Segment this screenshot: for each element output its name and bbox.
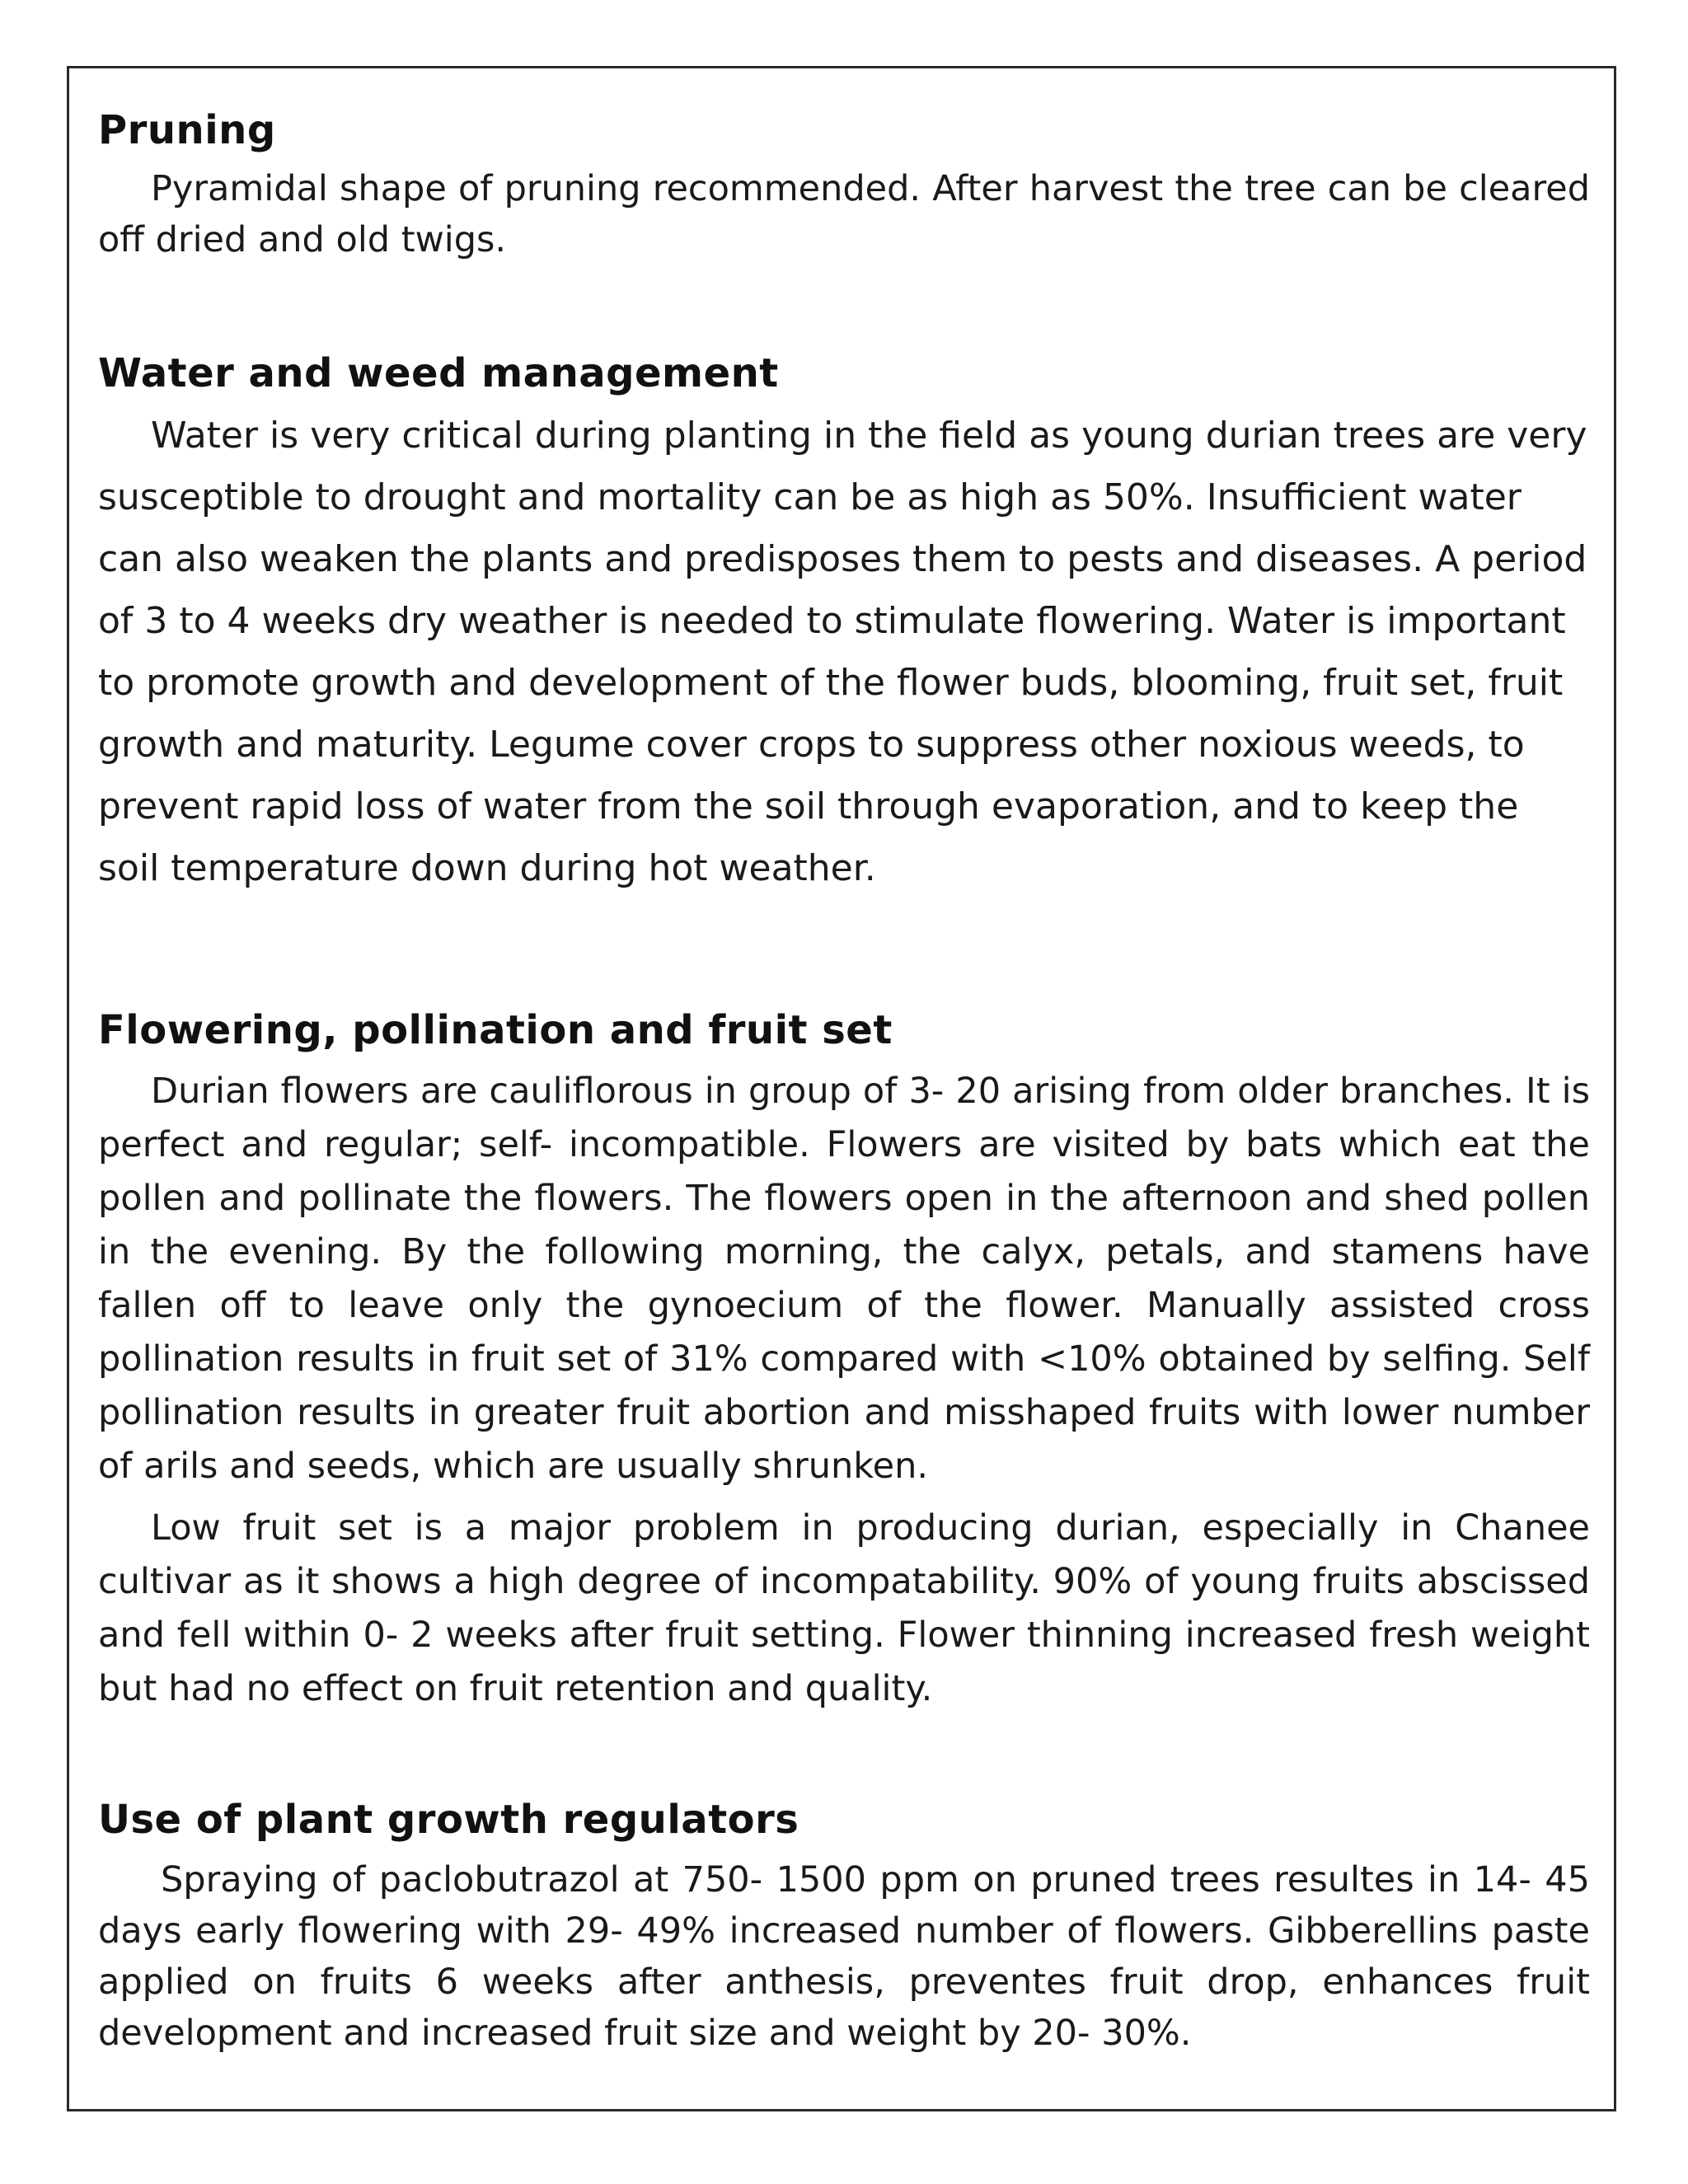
section-paragraph: Water is very critical during planting in the field as young durian trees are very susceptible to drought and mortality can be as high as 50%. Insufficient water can also weaken the plants and predisposes them to pests and diseases. A period of 3 to 4 weeks dry weather is needed to stimulate flowering. Water is important to promote growth and development of the flower buds, blooming, fruit set, fruit growth and maturity. Legume cover crops to suppress other noxious weeds, to prevent rapid loss of water from the soil through evaporation, and to keep the soil temperature down during hot weather. (98, 415, 1587, 889)
section-heading: Water and weed management (98, 350, 779, 396)
section-paragraph: Pyramidal shape of pruning recommended. After harvest the tree can be cleared off dried and old twigs. (98, 168, 1590, 260)
section-paragraph: Spraying of paclobutrazol at 750- 1500 ppm on pruned trees resultes in 14- 45 days early flowering with 29- 49% increased number of flowers. Gibberellins paste applied on fruits 6 weeks after anthesis, preventes fruit drop, enhances fruit development and increased fruit size and weight by 20- 30%. (98, 1859, 1590, 2054)
section-plant-growth-regulators (98, 1797, 1590, 2059)
section-water-weed-management (98, 350, 1590, 899)
section-heading: Use of plant growth regulators (98, 1797, 799, 1843)
section-heading: Pruning (98, 107, 276, 153)
section-heading: Flowering, pollination and fruit set (98, 1007, 893, 1053)
section-pruning (98, 107, 1590, 265)
section-flowering-pollination (98, 1007, 1590, 1716)
section-paragraph: Low fruit set is a major problem in producing durian, especially in Chanee cultivar as it shows a high degree of incompatability. 90% of young fruits abscissed and fell within 0- 2 weeks after fruit setting. Flower thinning increased fresh weight but had no effect on fruit retention and quality. (98, 1507, 1590, 1709)
section-paragraph: Durian flowers are cauliflorous in group of 3- 20 arising from older branches. It is perfect and regular; self- incompatible. Flowers are visited by bats which eat the pollen and pollinate the flowers. The flowers open in the afternoon and shed pollen in the evening. By the following morning, the calyx, petals, and stamens have fallen off to leave only the gynoecium of the flower. Manually assisted cross pollination results in fruit set of 31% compared with <10% obtained by selfing. Self pollination results in greater fruit abortion and misshaped fruits with lower number of arils and seeds, which are usually shrunken. (98, 1071, 1590, 1487)
